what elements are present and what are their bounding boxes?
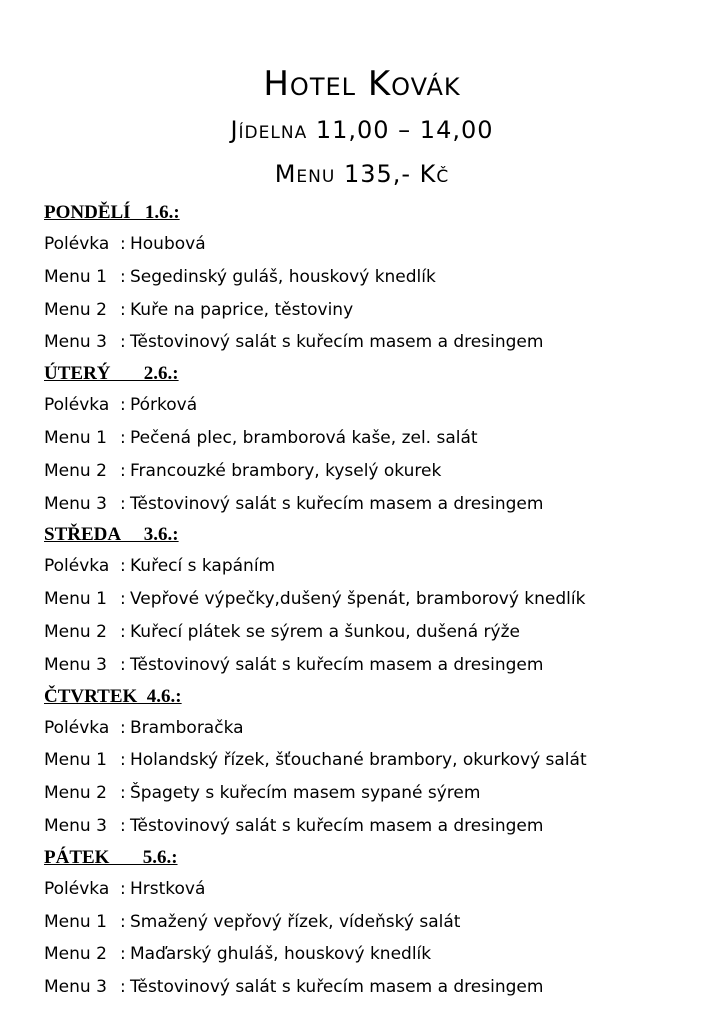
hotel-name-title: Hotel Kovák	[263, 64, 461, 104]
dish-name: Pórková	[130, 395, 198, 416]
dish-name: Těstovinový salát s kuřecím masem a dresingem	[130, 493, 544, 514]
dish-name: Těstovinový salát s kuřecím masem a dresingem	[130, 654, 544, 675]
line-label: Polévka	[44, 556, 110, 577]
menu-line-1	[44, 744, 704, 777]
dish-name: Špagety s kuřecím masem sypané sýrem	[130, 783, 481, 804]
menu-line-3	[44, 488, 704, 521]
line-label: Menu 3	[44, 493, 107, 514]
line-separator: :	[120, 878, 126, 899]
menu-line-1	[44, 422, 704, 455]
menu-line-soup	[44, 873, 704, 906]
dish-name: Těstovinový salát s kuřecím masem a dresingem	[130, 815, 544, 836]
menu-line-1	[44, 583, 704, 616]
menu-line-2	[44, 294, 704, 327]
menu-line-1	[44, 261, 704, 294]
menu-line-2	[44, 616, 704, 649]
day-heading: PONDĚLÍ 1.6.:	[44, 202, 180, 223]
dish-name: Holandský řízek, šťouchané brambory, okurkový salát	[130, 750, 587, 771]
line-separator: :	[120, 717, 126, 738]
line-separator: :	[120, 395, 126, 416]
dish-name: Houbová	[130, 234, 206, 254]
line-separator: :	[120, 977, 126, 998]
line-separator: :	[120, 815, 126, 836]
day-section-wednesday	[44, 520, 704, 681]
line-label: Polévka	[44, 395, 110, 416]
line-label: Menu 2	[44, 299, 107, 320]
dish-name: Smažený vepřový řízek, vídeňský salát	[130, 911, 461, 932]
dish-name: Kuřecí s kapáním	[130, 556, 276, 577]
menu-line-3	[44, 810, 704, 843]
line-label: Menu 3	[44, 815, 107, 836]
weekly-menu	[44, 198, 704, 1004]
menu-price: Menu 135,- Kč	[274, 160, 450, 188]
line-label: Menu 3	[44, 332, 107, 353]
dish-name: Těstovinový salát s kuřecím masem a dresingem	[130, 332, 544, 353]
day-section-monday	[44, 198, 704, 359]
dish-name: Maďarský ghuláš, houskový knedlík	[130, 944, 432, 965]
dish-name: Těstovinový salát s kuřecím masem a dresingem	[130, 977, 544, 998]
dish-name: Francouzké brambory, kyselý okurek	[130, 460, 442, 481]
line-separator: :	[120, 750, 126, 771]
menu-line-soup	[44, 550, 704, 583]
menu-line-3	[44, 326, 704, 359]
menu-line-2	[44, 938, 704, 971]
menu-line-soup	[44, 712, 704, 745]
line-label: Menu 2	[44, 460, 107, 481]
menu-line-2	[44, 455, 704, 488]
line-label: Menu 2	[44, 621, 107, 642]
day-heading: ČTVRTEK 4.6.:	[44, 685, 182, 707]
menu-line-3	[44, 649, 704, 682]
day-heading: ÚTERÝ 2.6.:	[44, 363, 179, 385]
line-label: Menu 1	[44, 911, 107, 932]
menu-line-soup	[44, 228, 704, 261]
line-separator: :	[120, 299, 126, 320]
line-separator: :	[120, 332, 126, 353]
dish-name: Vepřové výpečky,dušený špenát, bramborový knedlík	[130, 589, 586, 610]
line-separator: :	[120, 460, 126, 481]
menu-line-soup	[44, 389, 704, 422]
day-heading: STŘEDA 3.6.:	[44, 524, 179, 546]
line-separator: :	[120, 427, 126, 448]
line-label: Menu 1	[44, 750, 107, 771]
line-label: Menu 1	[44, 427, 107, 448]
dish-name: Pečená plec, bramborová kaše, zel. salát	[130, 427, 478, 448]
line-separator: :	[120, 234, 126, 254]
line-separator: :	[120, 266, 126, 287]
line-separator: :	[120, 556, 126, 577]
line-separator: :	[120, 654, 126, 675]
line-label: Menu 1	[44, 266, 107, 287]
line-separator: :	[120, 944, 126, 965]
day-heading: PÁTEK 5.6.:	[44, 846, 178, 868]
line-separator: :	[120, 783, 126, 804]
dish-name: Bramboračka	[130, 717, 244, 738]
dish-name: Hrstková	[130, 878, 206, 899]
line-separator: :	[120, 589, 126, 610]
line-label: Menu 3	[44, 654, 107, 675]
line-label: Menu 1	[44, 589, 107, 610]
line-label: Polévka	[44, 878, 110, 899]
menu-line-2	[44, 777, 704, 810]
dish-name: Kuřecí plátek se sýrem a šunkou, dušená rýže	[130, 621, 520, 642]
day-section-tuesday	[44, 359, 704, 520]
line-label: Polévka	[44, 717, 110, 738]
line-label: Polévka	[44, 234, 110, 254]
dish-name: Kuře na paprice, těstoviny	[130, 299, 354, 320]
line-separator: :	[120, 621, 126, 642]
menu-line-1	[44, 906, 704, 939]
dish-name: Segedinský guláš, houskový knedlík	[130, 266, 436, 287]
line-label: Menu 2	[44, 944, 107, 965]
line-separator: :	[120, 911, 126, 932]
menu-line-3	[44, 971, 704, 1004]
day-section-friday	[44, 843, 704, 1004]
line-separator: :	[120, 493, 126, 514]
day-section-thursday	[44, 682, 704, 843]
dining-hours: Jídelna 11,00 – 14,00	[230, 116, 494, 144]
line-label: Menu 3	[44, 977, 107, 998]
line-label: Menu 2	[44, 783, 107, 804]
